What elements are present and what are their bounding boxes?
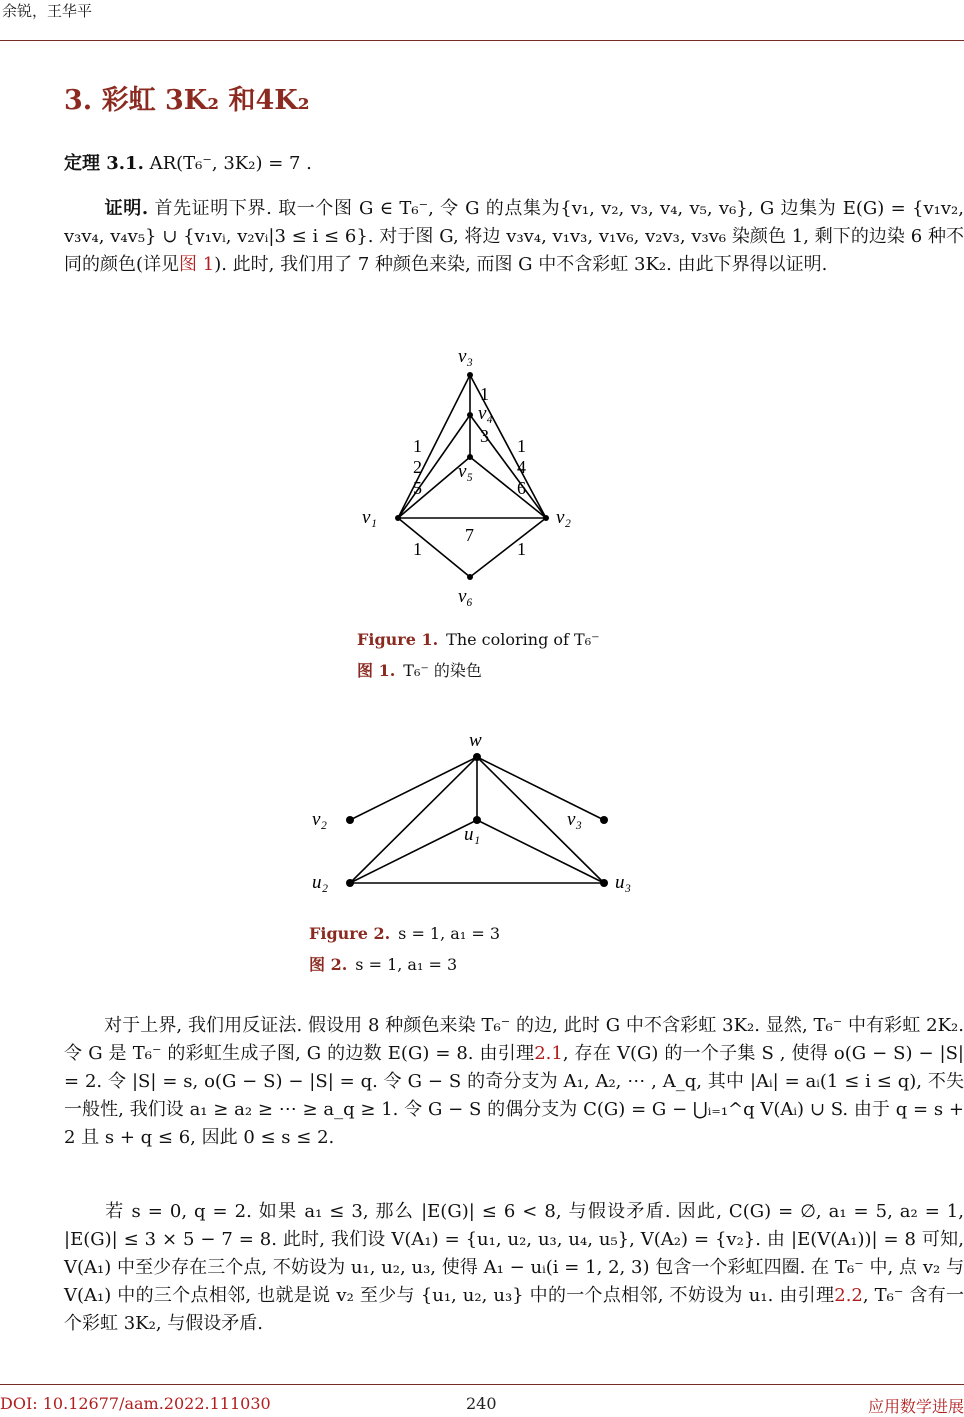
figure1-graph (350, 340, 600, 615)
vertex-v1 (395, 515, 401, 521)
label-v4: v₄ (478, 403, 494, 424)
edge-v1-v6 (398, 518, 470, 577)
vertex-v6 (467, 574, 473, 580)
header-rule (0, 40, 964, 41)
vertex-v2 (346, 816, 354, 824)
label-v1: v₁ (362, 507, 378, 528)
figure1-caption-en (357, 630, 600, 650)
edge-label-v1v4: 2 (413, 457, 422, 477)
figure1-link[interactable]: 图 1 (179, 254, 215, 275)
edge-label-v3v4: 1 (480, 384, 489, 404)
vertex-u2 (346, 879, 354, 887)
edge-label-v2v6: 1 (517, 539, 526, 559)
vertex-v3 (467, 372, 473, 378)
body-paragraph-1 (64, 1012, 964, 1152)
label-u2: u₂ (312, 872, 329, 893)
edge-label-v2v4: 4 (517, 457, 526, 477)
edge-label-v2v5: 6 (517, 478, 526, 498)
label-v2: v₂ (312, 809, 328, 830)
vertex-u3 (600, 879, 608, 887)
edge-label-v1v3: 1 (413, 436, 422, 456)
body-paragraph-1-text-end: , 存在 V(G) 的一个子集 S , 使得 o(G − S) − |S| = 2. 令 |S| = s, o(G − S) − |S| = q. 令 G − S 的奇分支为 A₁, A₂, ⋯ , A_q, 其中 |Aᵢ| = aᵢ(1 ≤ i ≤ q), 不失一般性, 我们设 a₁ ≥ a₂ ≥ ⋯ ≥ a_q ≥ 1. 令 G − S 的偶分支为 C(G) = G − ⋃ᵢ₌₁^q V(Aᵢ) ∪ S. 由于 q = s + 2 且 s + q ≤ 6, 因此 0 ≤ s ≤ 2. (64, 1043, 964, 1148)
vertex-v3 (600, 816, 608, 824)
body-paragraph-2-text: 若 s = 0, q = 2. 如果 a₁ ≤ 3, 那么 |E(G)| ≤ 6 < 8, 与假设矛盾. 因此, C(G) = ∅, a₁ = 5, a₂ = 1, |E(G)| ≤ 3 × 5 − 7 = 8. 此时, 我们设 V(A₁) = {u₁, u₂, u₃, u₄, u₅}, V(A₂) = {v₂}. 由 |E(V(A₁))| = 8 可知, V(A₁) 中至少存在三个点, 不妨设为 u₁, u₂, u₃, 使得 A₁ − uᵢ(i = 1, 2, 3) 包含一个彩虹四圈. 在 T₆⁻ 中, 点 v₂ 与 V(A₁) 中的三个点相邻, 也就是说 v₂ 至少与 {u₁, u₂, u₃} 中的一个点相邻, 不妨设为 u₁. 由引理 (64, 1201, 964, 1306)
figure2-caption-en (309, 924, 500, 944)
figure2-caption-en-text: s = 1, a₁ = 3 (398, 924, 500, 943)
vertex-v2 (543, 515, 549, 521)
label-v3: v₃ (458, 346, 474, 367)
vertex-v4 (467, 412, 473, 418)
edge-w-v2 (350, 757, 477, 820)
figure2-caption-cn-label: 图 2. (309, 955, 348, 974)
section-title: 3. 彩虹 3K₂ 和4K₂ (64, 85, 310, 116)
theorem (64, 150, 964, 178)
proof-paragraph (64, 195, 964, 279)
edge-label-v4v5: 3 (480, 426, 489, 446)
proof-text-end: ). 此时, 我们用了 7 种颜色来染, 而图 G 中不含彩虹 3K₂. 由此下界得以证明. (214, 254, 828, 275)
body-paragraph-2-text-end: , T₆⁻ 含有一个彩虹 3K₂, 与假设矛盾. (64, 1285, 964, 1334)
edge-w-u2 (350, 757, 477, 883)
vertex-v5 (467, 454, 473, 460)
label-w: w (469, 730, 482, 751)
body-paragraph-1-text: 对于上界, 我们用反证法. 假设用 8 种颜色来染 T₆⁻ 的边, 此时 G 中不含彩虹 3K₂. 显然, T₆⁻ 中有彩虹 2K₂. 令 G 是 T₆⁻ 的彩虹生成子图, G 的边数 E(G) = 8. 由引理 (64, 1015, 964, 1064)
edge-label-v1v5: 5 (413, 478, 422, 498)
footer-rule (0, 1384, 964, 1385)
edge-w-v3 (477, 757, 604, 820)
figure2-caption-en-label: Figure 2. (309, 924, 391, 943)
edge-w-u3 (477, 757, 604, 883)
figure2-graph (300, 725, 650, 905)
edge-u1-u3 (477, 820, 604, 883)
edge-v2-v6 (470, 518, 546, 577)
theorem-statement: AR(T₆⁻, 3K₂) = 7 . (149, 153, 312, 174)
figure2-caption-cn (309, 955, 457, 975)
vertex-u1 (473, 816, 481, 824)
running-head-authors: 余锐，王华平 (2, 2, 93, 20)
lemma-2-1-link[interactable]: 2.1 (534, 1043, 563, 1064)
label-v5: v₅ (458, 461, 474, 482)
figure1-caption-en-label: Figure 1. (357, 630, 439, 649)
proof-text: 首先证明下界. 取一个图 G ∈ T₆⁻, 令 G 的点集为{v₁, v₂, v₃, v₄, v₅, v₆}, G 边集为 E(G) = {v₁v₂, v₃v₄, v₄v₅} ∪ {v₁vᵢ, v₂vᵢ|3 ≤ i ≤ 6}. 对于图 G, 将边 v₃v₄, v₁v₃, v₁v₆, v₂v₃, v₃v₆ 染颜色 1, 剩下的边染 6 种不同的颜色(详见 (64, 198, 964, 275)
vertex-w (473, 753, 481, 761)
figure1-caption-cn-text: T₆⁻ 的染色 (403, 661, 482, 680)
label-v6: v₆ (458, 586, 474, 607)
edge-v1-v3 (398, 375, 470, 518)
figure1-caption-cn-label: 图 1. (357, 661, 396, 680)
label-u3: u₃ (615, 872, 632, 893)
label-v2: v₂ (556, 507, 572, 528)
label-u1: u₁ (464, 824, 481, 845)
label-v3: v₃ (567, 809, 583, 830)
edge-label-v1v2: 7 (465, 525, 474, 545)
edge-u1-u2 (350, 820, 477, 883)
footer-journal-name[interactable]: 应用数学进展 (867, 1397, 964, 1416)
figure1-caption-en-text: The coloring of T₆⁻ (446, 630, 600, 649)
edge-label-v1v6: 1 (413, 539, 422, 559)
body-paragraph-2 (64, 1198, 964, 1338)
figure2-caption-cn-text: s = 1, a₁ = 3 (355, 955, 458, 974)
footer-doi-link[interactable]: DOI: 10.12677/aam.2022.111030 (0, 1394, 271, 1413)
lemma-2-2-link[interactable]: 2.2 (834, 1285, 863, 1306)
figure1-caption-cn (357, 661, 482, 681)
edge-label-v2v3: 1 (517, 436, 526, 456)
theorem-label: 定理 3.1. (64, 153, 144, 174)
proof-label: 证明. (104, 198, 149, 219)
footer-page-number: 240 (466, 1394, 497, 1413)
